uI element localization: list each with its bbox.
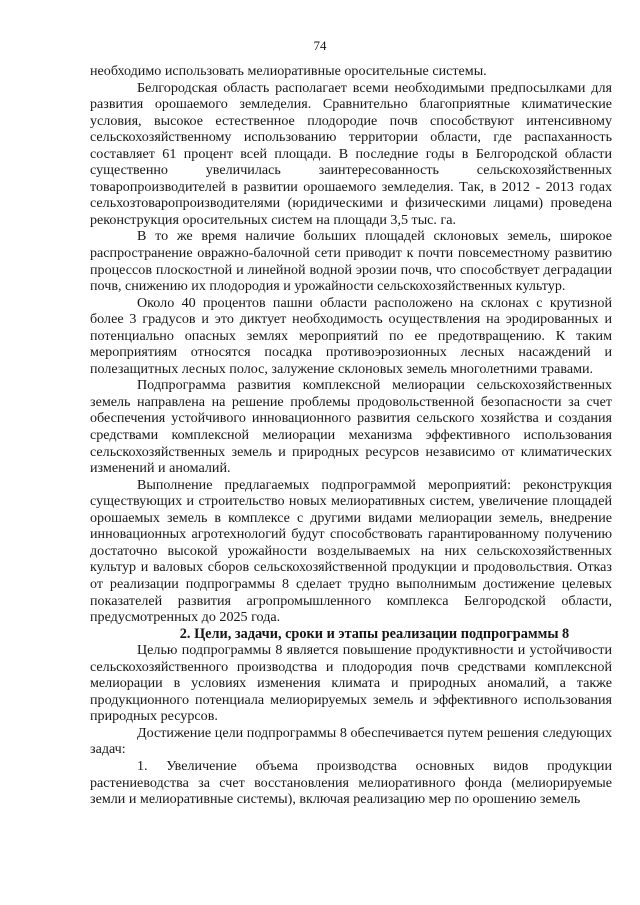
document-body bbox=[90, 63, 612, 808]
paragraph-arable-slopes: Около 40 процентов пашни области расположено на склонах с крутизной более 3 градусов и это диктует необходимость осуществления на эродированных и потенциально опасных землях мероприятий по ее предотвращению. К таким мероприятиям относятся посадка противоэрозионных лесных насаждений и полезащитных лесных полос, залужение склоновых земель многолетними травами. bbox=[90, 294, 612, 377]
paragraph-region-prerequisites: Белгородская область располагает всеми необходимыми предпосылками для развития орошаемого земледелия. Сравнительно благоприятные климатические условия, высокое естественное плодородие почв способствуют интенсивному сельскохозяйственному использованию территории области, где распаханность составляет 61 процент всей площади. В последние годы в Белгородской области существенно увеличилась заинтересованность сельскохозяйственных товаропроизводителей в развитии орошаемого земледелия. Так, в 2012 - 2013 годах сельхозтоваропроизводителями (юридическими и физическими лицами) проведена реконструкция оросительных систем на площади 3,5 тыс. га. bbox=[90, 79, 612, 228]
paragraph-slope-lands: В то же время наличие больших площадей склоновых земель, широкое распространение овражно-балочной сети приводит к почти повсеместному развитию процессов плоскостной и линейной водной эрозии почв, что способствует деградации почв, снижению их плодородия и урожайности сельскохозяйственных культур. bbox=[90, 228, 612, 295]
page-number: 74 bbox=[313, 38, 327, 53]
paragraph-tasks-intro: Достижение цели подпрограммы 8 обеспечивается путем решения следующих задач: bbox=[90, 724, 612, 758]
paragraph-task-1: 1. Увеличение объема производства основных видов продукции растениеводства за счет восстановления мелиоративного фонда (мелиорируемые земли и мелиоративные системы), включая реализацию мер по орошению земель bbox=[90, 757, 612, 808]
paragraph-measures-outcome: Выполнение предлагаемых подпрограммой мероприятий: реконструкция существующих и строительство новых мелиоративных систем, увеличение площадей орошаемых земель в комплексе с другими видами мелиорации земель, внедрение инновационных агротехнологий будут способствовать гарантированному получению достаточно высокой урожайности возделываемых на них сельскохозяйственных культур и валовых сборов сельскохозяйственной продукции и продовольствия. Отказ от реализации подпрограммы 8 сделает трудно выполнимым достижение целевых показателей развития агропромышленного комплекса Белгородской области, предусмотренных до 2025 года. bbox=[90, 476, 612, 626]
section-heading: 2. Цели, задачи, сроки и этапы реализации подпрограммы 8 bbox=[179, 625, 570, 642]
paragraph-subprogram-direction: Подпрограмма развития комплексной мелиорации сельскохозяйственных земель направлена на решение проблемы продовольственной безопасности за счет обеспечения устойчивого инновационного развития сельского хозяйства и создания средствами комплексной мелиорации механизма эффективного использования сельскохозяйственных земель и природных ресурсов независимо от климатических изменений и аномалий. bbox=[90, 377, 612, 477]
paragraph-continuation: необходимо использовать мелиоративные оросительные системы. bbox=[90, 63, 487, 79]
paragraph-goal: Целью подпрограммы 8 является повышение продуктивности и устойчивости сельскохозяйственного производства и плодородия почв средствами комплексной мелиорации в условиях изменения климата и природных аномалий, а также продукционного потенциала мелиорируемых земель и эффективного использования природных ресурсов. bbox=[90, 642, 612, 725]
